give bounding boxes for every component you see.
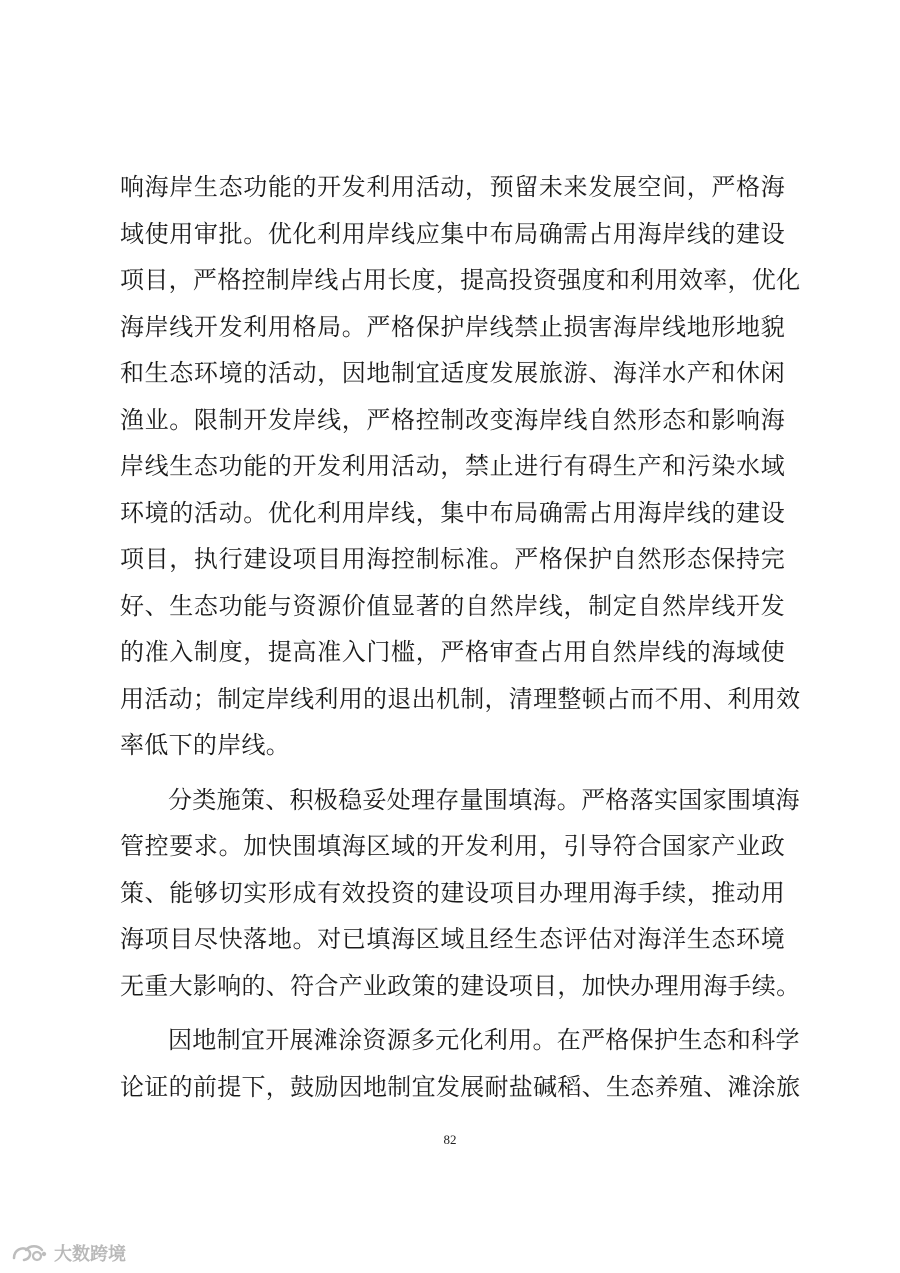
text-line: 策、能够切实形成有效投资的建设项目办理用海手续，推动用: [120, 879, 785, 907]
paragraph-heading-line: 因地制宜开展滩涂资源多元化利用。在严格保护生态和科学: [168, 1026, 800, 1054]
text-line: 环境的活动。优化利用岸线，集中布局确需占用海岸线的建设: [120, 499, 785, 527]
text-line: 项目，执行建设项目用海控制标准。严格保护自然形态保持完: [120, 545, 785, 573]
text-line: 和生态环境的活动，因地制宜适度发展旅游、海洋水产和休闲: [120, 359, 785, 387]
text-line: 好、生态功能与资源价值显著的自然岸线，制定自然岸线开发: [120, 592, 785, 620]
text-line: 渔业。限制开发岸线，严格控制改变海岸线自然形态和影响海: [120, 406, 785, 434]
text-line: 无重大影响的、符合产业政策的建设项目，加快办理用海手续。: [120, 972, 801, 1000]
watermark: [10, 1240, 126, 1266]
text-line: 管控要求。加快围填海区域的开发利用，引导符合国家产业政: [120, 832, 785, 860]
text-line: 率低下的岸线。: [120, 731, 291, 759]
text-line: 岸线生态功能的开发利用活动，禁止进行有碍生产和污染水域: [120, 452, 785, 480]
paragraph-heading-line: 分类施策、积极稳妥处理存量围填海。严格落实国家围填海: [168, 786, 800, 814]
text-line: 的准入制度，提高准入门槛，严格审查占用自然岸线的海域使: [120, 638, 785, 666]
text-line: 响海岸生态功能的开发利用活动，预留未来发展空间，严格海: [120, 173, 785, 201]
text-line: 海项目尽快落地。对已填海区域且经生态评估对海洋生态环境: [120, 925, 785, 953]
text-line: 论证的前提下，鼓励因地制宜发展耐盐碱稻、生态养殖、滩涂旅: [120, 1073, 801, 1101]
text-line: 用活动；制定岸线利用的退出机制，清理整顿占而不用、利用效: [120, 685, 801, 713]
text-line: 海岸线开发利用格局。严格保护岸线禁止损害海岸线地形地貌: [120, 313, 785, 341]
text-line: 项目，严格控制岸线占用长度，提高投资强度和利用效率，优化: [120, 266, 801, 294]
page-number: 82: [443, 1132, 457, 1147]
brand-logo-icon: [10, 1242, 48, 1264]
watermark-text: 大数跨境: [54, 1244, 126, 1265]
text-line: 域使用审批。优化利用岸线应集中布局确需占用海岸线的建设: [120, 220, 785, 248]
